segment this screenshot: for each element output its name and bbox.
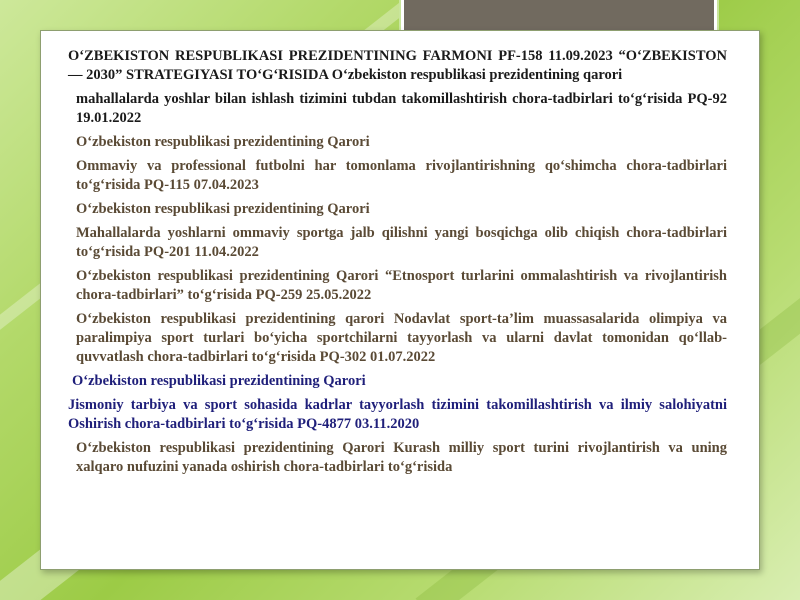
resolution-pq-302: O‘zbekiston respublikasi prezidentining qarori Nodavlat sport-ta’lim muassasalarida olimpiya va paralimpiya sport turlari bo‘yicha sportchilarni tayyorlash va ularni davlat tomonidan qo‘llab-quvvatlash chora-tadbirlari to‘g‘risida PQ-302 01.07.2022 — [76, 311, 727, 365]
resolution-pq-115: Ommaviy va professional futbolni har tomonlama rivojlantirishning qo‘shimcha chora-tadbirlari to‘g‘risida PQ-115 07.04.2023 — [76, 158, 727, 193]
resolution-heading: O‘zbekiston respublikasi prezidentining Qarori — [76, 134, 370, 150]
resolution-heading: O‘zbekiston respublikasi prezidentining Qarori — [72, 373, 366, 389]
decree-pf-158: O‘ZBEKISTON RESPUBLIKASI PREZIDENTINING FARMONI PF-158 11.09.2023 “O‘ZBEKISTON — 2030” STRATEGIYASI TO‘G‘RISIDA O‘zbekiston respublikasi prezidentining qarori — [68, 48, 727, 83]
resolution-pq-92: mahallalarda yoshlar bilan ishlash tizimini tubdan takomillashtirish chora-tadbirlari to‘g‘risida PQ-92 19.01.2022 — [76, 91, 727, 126]
resolution-pq-259: O‘zbekiston respublikasi prezidentining Qarori “Etnosport turlarini ommalashtirish va rivojlantirish chora-tadbirlari” to‘g‘risida PQ-259 25.05.2022 — [76, 268, 727, 303]
resolution-pq-201: Mahallalarda yoshlarni ommaviy sportga jalb qilishni yangi bosqichga olib chiqish chora-tadbirlari to‘g‘risida PQ-201 11.04.2022 — [76, 225, 727, 260]
resolution-heading: O‘zbekiston respublikasi prezidentining Qarori — [76, 201, 370, 217]
resolution-kurash: O‘zbekiston respublikasi prezidentining Qarori Kurash milliy sport turini rivojlantirish va uning xalqaro nufuzini yanada oshirish chora-tadbirlari to‘g‘risida — [76, 440, 727, 475]
resolution-pq-4877: Jismoniy tarbiya va sport sohasida kadrlar tayyorlash tizimini takomillashtirish va ilmiy salohiyatni Oshirish chora-tadbirlari to‘g‘risida PQ-4877 03.11.2020 — [68, 397, 727, 432]
slide-content-box — [40, 30, 760, 570]
